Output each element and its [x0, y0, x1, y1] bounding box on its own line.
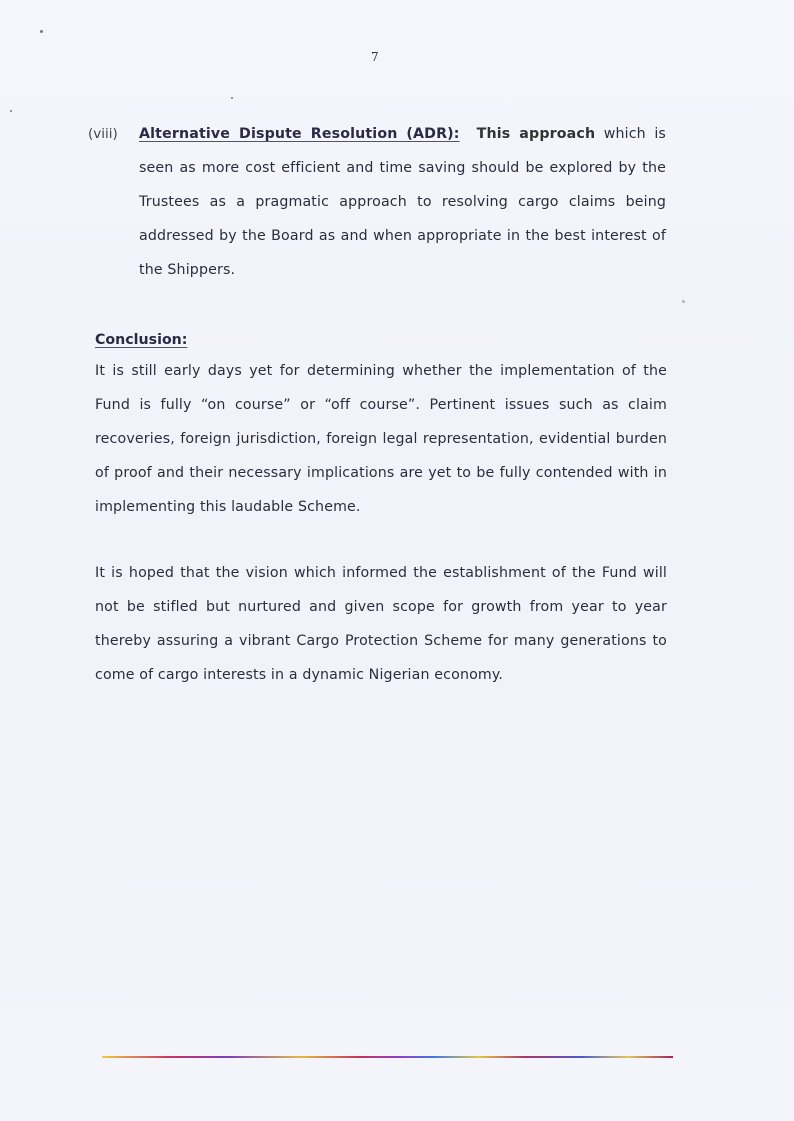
scan-speck [10, 110, 12, 112]
item-body-text: which is seen as more cost efficient and time saving should be explored by the Trustees as a pragmatic approach to resolving cargo claims being addressed by the Board as and when appropriate in the best interest of the Shippers. [139, 126, 666, 278]
item-title: Alternative Dispute Resolution (ADR): [139, 126, 460, 142]
page-number: 7 [371, 50, 379, 64]
item-lead-text: This approach [476, 126, 596, 142]
scan-speck [40, 30, 43, 33]
conclusion-paragraph-1: It is still early days yet for determining whether the implementation of the Fund is fully “on course” or “off course”. Pertinent issues such as claim recoveries, foreign jurisdiction, foreign legal representation, evidential burden of proof and their necessary implications are yet to be fully contended with in implementing this laudable Scheme. [95, 363, 667, 515]
scan-speck [682, 300, 685, 303]
list-marker: (viii) [88, 126, 118, 142]
scan-speck [231, 97, 233, 99]
conclusion-paragraph-2: It is hoped that the vision which informed the establishment of the Fund will not be stifled but nurtured and given scope for growth from year to year thereby assuring a vibrant Cargo Protection Scheme for many generations to come of cargo interests in a dynamic Nigerian economy. [95, 565, 667, 683]
footer-rule [102, 1056, 673, 1058]
list-item-body [139, 117, 666, 287]
list-item-viii [88, 117, 666, 287]
conclusion-heading: Conclusion: [95, 332, 188, 348]
